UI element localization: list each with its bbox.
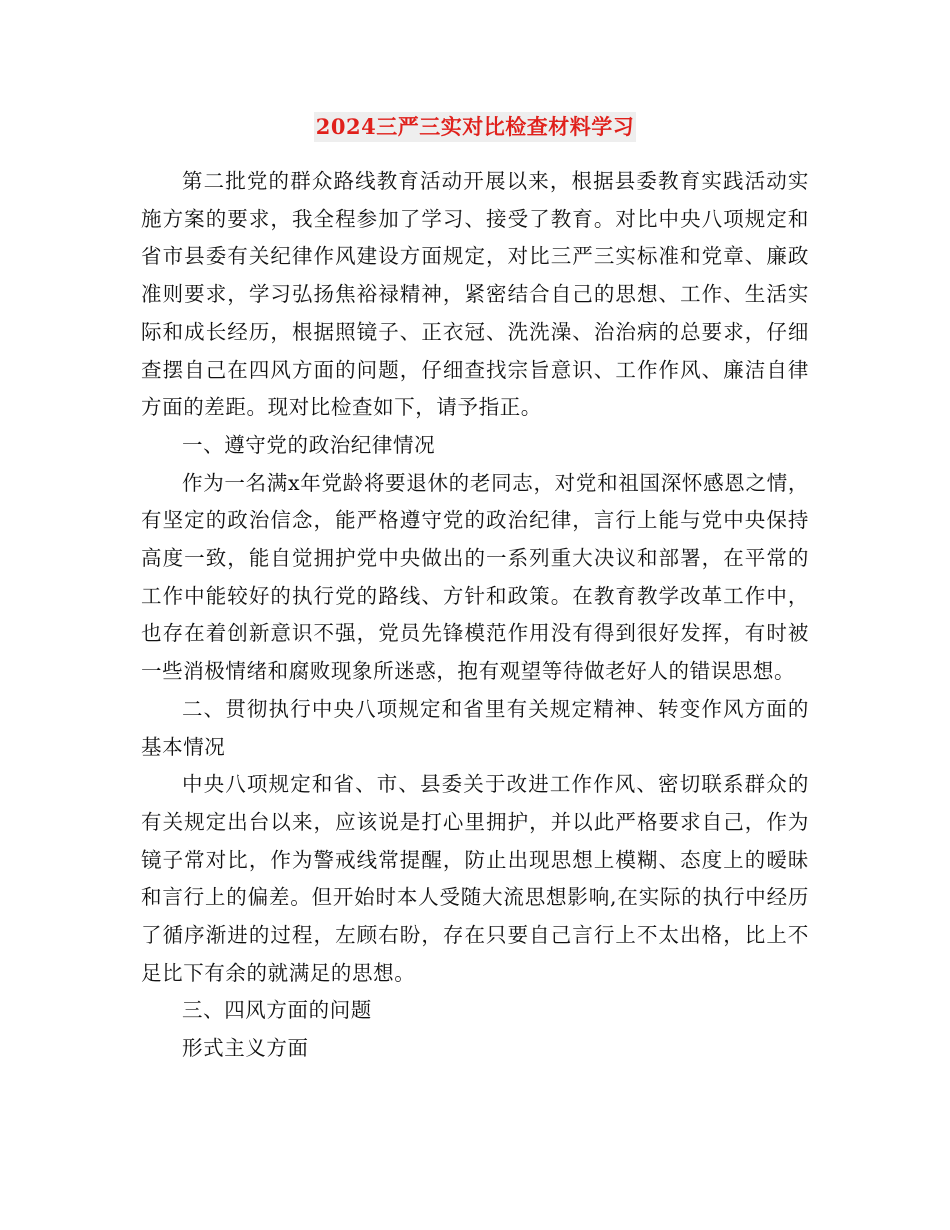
document-title: 2024三严三实对比检查材料学习: [314, 112, 636, 142]
paragraph-section-2: 中央八项规定和省、市、县委关于改进工作作风、密切联系群众的有关规定出台以来，应该说是打心里拥护，并以此严格要求自己，作为镜子常对比，作为警戒线常提醒，防止出现思想上模糊、态度上的暧昧和言行上的偏差。但开始时本人受随大流思想影响,在实际的执行中经历了循序渐进的过程，左顾右盼，存在只要自己言行上不太出格，比上不足比下有余的就满足的思想。: [141, 772, 809, 985]
title-container: [0, 112, 950, 142]
paragraph-section-1: 作为一名满x年党龄将要退休的老同志，对党和祖国深怀感恩之情，有坚定的政治信念，能严格遵守党的政治纪律，言行上能与党中央保持高度一致，能自觉拥护党中央做出的一系列重大决议和部署，在平常的工作中能较好的执行党的路线、方针和政策。在教育教学改革工作中，也存在着创新意识不强，党员先锋模范作用没有得到很好发挥，有时被一些消极情绪和腐败现象所迷惑，抱有观望等待做老好人的错误思想。: [141, 470, 809, 684]
document-body: [141, 163, 809, 1068]
section-heading-2: 二、贯彻执行中央八项规定和省里有关规定精神、转变作风方面的基本情况: [141, 696, 809, 759]
section-heading-1: 一、遵守党的政治纪律情况: [182, 432, 436, 457]
paragraph-intro: 第二批党的群众路线教育活动开展以来，根据县委教育实践活动实施方案的要求，我全程参加了学习、接受了教育。对比中央八项规定和省市县委有关纪律作风建设方面规定，对比三严三实标准和党章、廉政准则要求，学习弘扬焦裕禄精神，紧密结合自己的思想、工作、生活实际和成长经历，根据照镜子、正衣冠、洗洗澡、治治病的总要求，仔细查摆自己在四风方面的问题，仔细查找宗旨意识、工作作风、廉洁自律方面的差距。现对比检查如下，请予指正。: [141, 169, 809, 420]
subsection-heading: 形式主义方面: [182, 1036, 309, 1061]
section-heading-3: 三、四风方面的问题: [182, 998, 372, 1023]
